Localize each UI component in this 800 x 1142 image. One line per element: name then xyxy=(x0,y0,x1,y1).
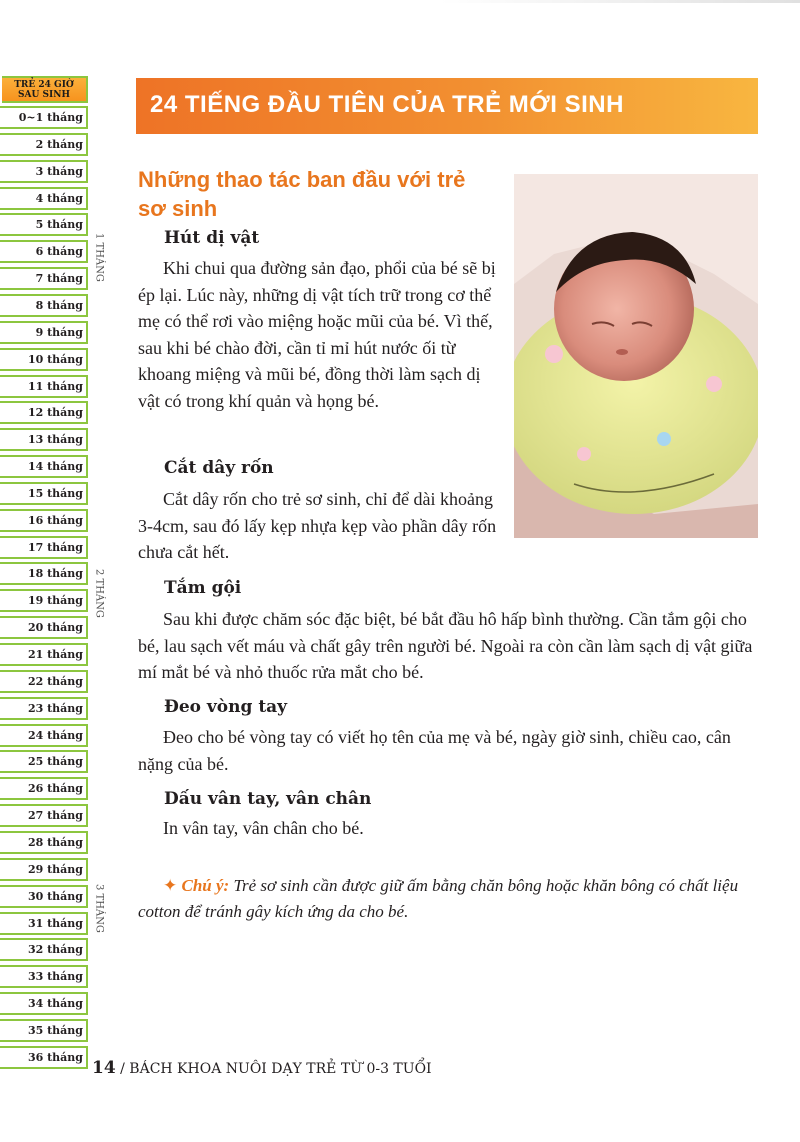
section-title: Những thao tác ban đầu với trẻ sơ sinh xyxy=(138,167,466,221)
chapter-title: 24 TIẾNG ĐẦU TIÊN CỦA TRẺ MỚI SINH xyxy=(150,91,624,118)
note-text: Trẻ sơ sinh cần được giữ ấm bằng chăn bông hoặc khăn bông có chất liệu cotton để tránh gây kích ứng da cho bé. xyxy=(138,876,739,921)
sidebar-tab-month[interactable]: 19 tháng xyxy=(0,589,88,612)
star-icon: ✦ xyxy=(163,876,178,895)
heading-bathing: Tắm gội xyxy=(164,578,242,598)
heading-cord-cutting: Cắt dây rốn xyxy=(164,458,274,478)
sidebar-tab-head-line1: TRẺ 24 GIỜ xyxy=(14,79,74,90)
sidebar-tab-month[interactable]: 23 tháng xyxy=(0,697,88,720)
sidebar-tab-month[interactable]: 20 tháng xyxy=(0,616,88,639)
sidebar-tab-month[interactable]: 24 tháng xyxy=(0,724,88,747)
sidebar-tab-month[interactable]: 16 tháng xyxy=(0,509,88,532)
sidebar-tab-month[interactable]: 33 tháng xyxy=(0,965,88,988)
heading-bracelet: Đeo vòng tay xyxy=(164,697,288,717)
para-cord-cutting: Cắt dây rốn cho trẻ sơ sinh, chỉ để dài khoảng 3-4cm, sau đó lấy kẹp nhựa kẹp vào phần dây rốn chưa cắt hết. xyxy=(138,489,497,562)
sidebar-tab-month[interactable]: 18 tháng xyxy=(0,562,88,585)
sidebar-tab-month[interactable]: 2 tháng xyxy=(0,133,88,156)
para-bathing: Sau khi được chăm sóc đặc biệt, bé bắt đầu hô hấp bình thường. Cần tắm gội cho bé, lau sạch vết máu và chất gây trên người bé. Ngoài ra còn cần làm sạch dị vật giữa mí mắt bé và nhỏ thuốc rửa mắt cho bé. xyxy=(138,609,753,682)
page-footer xyxy=(92,1058,432,1078)
heading-suction: Hút dị vật xyxy=(164,228,260,248)
sidebar-tab-month[interactable]: 25 tháng xyxy=(0,750,88,773)
page-number: 14 xyxy=(92,1058,116,1078)
sidebar-tab-month[interactable]: 31 tháng xyxy=(0,912,88,935)
sidebar-tab-month[interactable]: 32 tháng xyxy=(0,938,88,961)
sidebar-tab-month[interactable]: 15 tháng xyxy=(0,482,88,505)
sidebar-tab-month[interactable]: 21 tháng xyxy=(0,643,88,666)
sidebar-tab-month[interactable]: 30 tháng xyxy=(0,885,88,908)
sidebar-tab-month[interactable]: 0~1 tháng xyxy=(0,106,88,129)
sidebar-tab-month[interactable]: 29 tháng xyxy=(0,858,88,881)
sidebar-tab-month[interactable]: 28 tháng xyxy=(0,831,88,854)
newborn-photo xyxy=(514,174,758,538)
book-title: / BÁCH KHOA NUÔI DẠY TRẺ TỪ 0-3 TUỔI xyxy=(120,1061,432,1077)
band-label-2-month: 2 THÁNG xyxy=(93,568,105,618)
note-label: Chú ý: xyxy=(181,876,230,895)
top-decoration xyxy=(440,0,800,3)
sidebar-tab-month[interactable]: 6 tháng xyxy=(0,240,88,263)
band-label-1-month: 1 THÁNG xyxy=(93,232,105,282)
sidebar-tab-month[interactable]: 7 tháng xyxy=(0,267,88,290)
sidebar-tab-month[interactable]: 8 tháng xyxy=(0,294,88,317)
sidebar-tab-newborn[interactable] xyxy=(2,76,88,103)
sidebar-tab-month[interactable]: 5 tháng xyxy=(0,213,88,236)
heading-footprints: Dấu vân tay, vân chân xyxy=(164,789,372,809)
sidebar-tab-month[interactable]: 26 tháng xyxy=(0,777,88,800)
band-label-3-month: 3 THÁNG xyxy=(93,883,105,933)
para-bracelet: Đeo cho bé vòng tay có viết họ tên của mẹ và bé, ngày giờ sinh, chiều cao, cân nặng của bé. xyxy=(138,727,731,774)
sidebar-tab-month[interactable]: 22 tháng xyxy=(0,670,88,693)
sidebar-tab-month[interactable]: 3 tháng xyxy=(0,160,88,183)
sidebar-tab-month[interactable]: 35 tháng xyxy=(0,1019,88,1042)
sidebar-tab-month[interactable]: 11 tháng xyxy=(0,375,88,398)
sidebar-tab-month[interactable]: 9 tháng xyxy=(0,321,88,344)
sidebar-tab-month[interactable]: 36 tháng xyxy=(0,1046,88,1069)
sidebar-tab-month[interactable]: 13 tháng xyxy=(0,428,88,451)
para-footprints: In vân tay, vân chân cho bé. xyxy=(163,818,364,838)
sidebar-tab-month[interactable]: 14 tháng xyxy=(0,455,88,478)
chapter-header-bar xyxy=(136,78,758,134)
sidebar-tab-month[interactable]: 17 tháng xyxy=(0,536,88,559)
sidebar-tab-month[interactable]: 10 tháng xyxy=(0,348,88,371)
sidebar-tab-month[interactable]: 27 tháng xyxy=(0,804,88,827)
sidebar-tab-month[interactable]: 12 tháng xyxy=(0,401,88,424)
sidebar-tab-month[interactable]: 34 tháng xyxy=(0,992,88,1015)
sidebar-tab-head-line2: SAU SINH xyxy=(18,89,70,100)
sidebar-tab-month[interactable]: 4 tháng xyxy=(0,187,88,210)
note-box xyxy=(138,873,756,925)
para-suction: Khi chui qua đường sản đạo, phổi của bé sẽ bị ép lại. Lúc này, những dị vật tích trữ trong cơ thể mẹ có thể rơi vào miệng hoặc mũi của bé. Vì thế, sau khi bé chào đời, cần tỉ mỉ hút nước ối từ khoang miệng và mũi bé, đồng thời làm sạch dị vật có trong khí quản và họng bé. xyxy=(138,258,496,411)
